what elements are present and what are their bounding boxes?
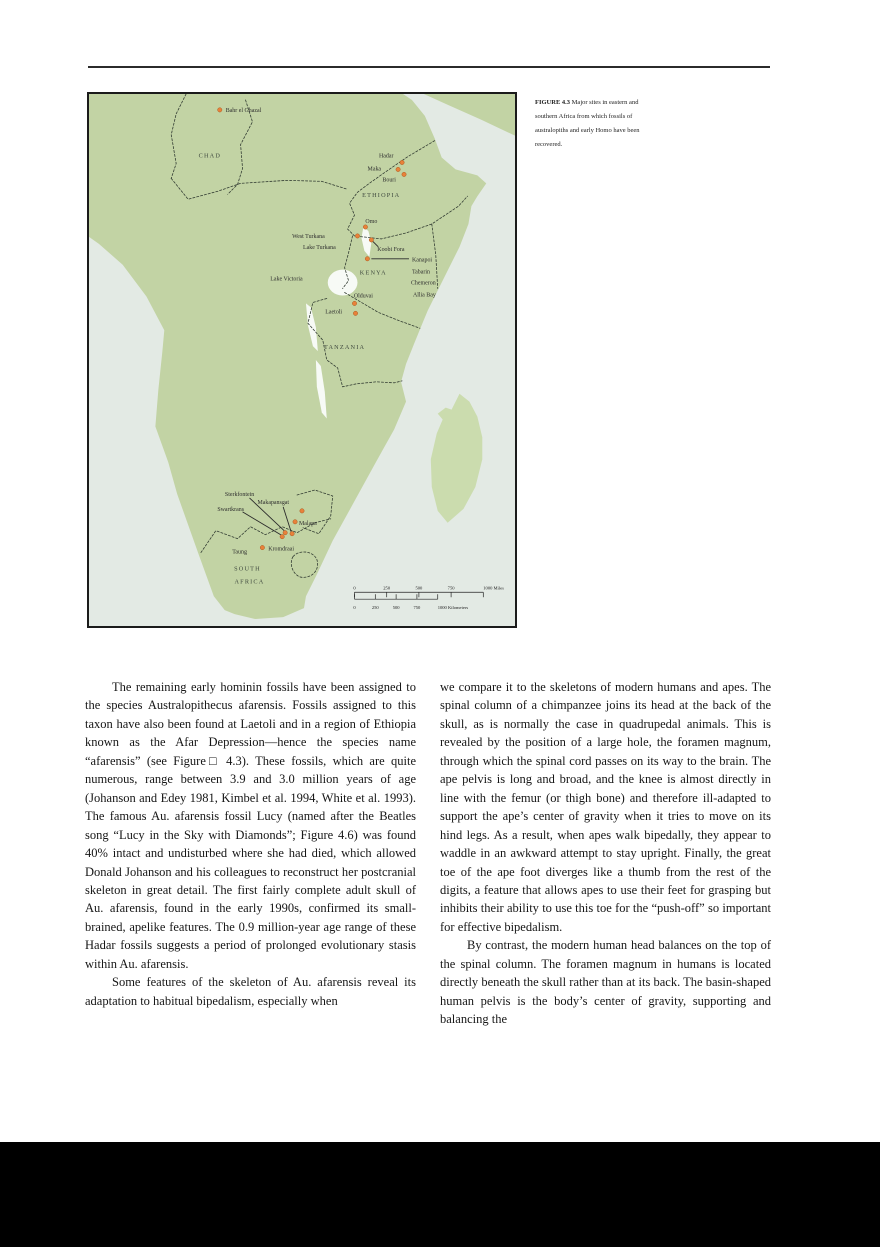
scale-bar xyxy=(353,585,504,597)
site-label: Omo xyxy=(365,219,378,226)
body-paragraph: we compare it to the skeletons of modern humans and apes. The spinal column of a chimpanzee joins its head at the back of the skull, as is normally the case in quadrupedal animals. This is revealed by the position of a large hole, the foramen magnum, through which the spinal cord passes on its way to the brain. The ape pelvis is long and broad, and the knee is almost directly in line with the femur (or thigh bone) and therefore ill-adapted to support the ape’s center of gravity when it tries to move on its hind legs. As a result, when apes walk bipedally, they appear to waddle in an awkward attempt to stay upright. Finally, the great toe of the ape foot diverges like a thumb from the rest of the digits, a feature that allows apes to use their feet for grasping but inhibits their ability to use this toe for the “push-off” so important for effective bipedalism. xyxy=(440,680,771,934)
map-site xyxy=(270,277,303,283)
site-label: West Turkana xyxy=(292,233,325,240)
country-label: KENYA xyxy=(359,269,387,277)
site-dot xyxy=(293,520,297,524)
site-dot xyxy=(290,532,294,536)
map-site xyxy=(368,166,382,172)
scale-label: 500 xyxy=(392,605,400,611)
map-site xyxy=(413,292,436,298)
site-dot xyxy=(355,234,359,238)
country-label: SOUTH xyxy=(234,565,261,573)
arabia-landmass xyxy=(424,94,515,136)
country-label: CHAD xyxy=(198,152,222,160)
map-site xyxy=(325,309,342,315)
article-column-right xyxy=(440,678,771,1029)
site-dot xyxy=(363,225,367,229)
scale-label: 750 xyxy=(413,605,421,611)
scale-label: 0 xyxy=(353,585,356,591)
scale-label: 750 xyxy=(447,585,455,591)
site-label: Kromdraai xyxy=(268,546,295,553)
site-label: Olduvai xyxy=(353,293,373,300)
map-site xyxy=(411,281,436,287)
site-dot xyxy=(369,238,373,242)
site-dot xyxy=(283,531,287,535)
body-paragraph: By contrast, the modern human head balances on the top of the spinal column. The foramen magnum in humans is located directly beneath the skull rather than at its back. The basin-shaped human pelvis is the body’s center of gravity, supporting and balancing the xyxy=(440,938,771,1027)
site-dot xyxy=(218,108,222,112)
scale-label: 250 xyxy=(383,585,391,591)
site-dot xyxy=(365,257,369,261)
figure-map xyxy=(87,92,517,628)
site-label: Lake Victoria xyxy=(270,276,303,283)
site-dot xyxy=(300,509,304,513)
scale-label: 500 xyxy=(415,585,423,591)
site-label: Kanapoi xyxy=(411,257,433,264)
site-label: Laetoli xyxy=(325,309,343,316)
country-label: ETHIOPIA xyxy=(362,192,401,200)
site-label: Koobi Fora xyxy=(377,246,405,253)
map-site xyxy=(382,177,396,183)
scan-black-band xyxy=(0,1142,880,1247)
site-label: Allia Bay xyxy=(412,292,436,299)
site-label: Malapa xyxy=(299,520,317,527)
site-dot xyxy=(400,160,404,164)
page-top-rule xyxy=(88,66,770,68)
site-label: Bouri xyxy=(382,177,396,184)
body-paragraph: The remaining early hominin fossils have been assigned to the species Australopithecus afarensis. Fossils assigned to this taxon have also been found at Laetoli and in a region of Ethiopia known as the Afar Depression—hence the species name “afarensis” (see Figure□ 4.3). These fossils, which are quite numerous, range between 3.9 and 3.0 million years of age (Johanson and Edey 1981, Kimbel et al. 1994, White et al. 1993). The famous Au. afarensis fossil Lucy (named after the Beatles song “Lucy in the Sky with Diamonds”; Figure 4.6) was found 40% intact and undisturbed where she had died, which allowed Donald Johanson and his colleagues to reconstruct her postcranial skeleton in great detail. The first fairly complete adult skull of Au. afarensis, found in the early 1990s, confirmed its small-brained, apelike features. The 0.9 million-year age range of these Hadar fossils suggests a period of prolonged evolutionary stasis within Au. afarensis. xyxy=(85,680,416,971)
site-dot xyxy=(353,311,357,315)
site-label: Chemeron xyxy=(410,280,436,287)
map-site xyxy=(303,245,336,251)
scale-label: 0 xyxy=(353,605,356,611)
africa-landmass xyxy=(89,94,486,619)
article-column-left xyxy=(85,678,416,1010)
map-site xyxy=(232,550,247,556)
figure-caption-label: FIGURE 4.3 xyxy=(535,99,571,106)
site-dot xyxy=(280,534,284,538)
site-dot xyxy=(352,301,356,305)
site-label: Maka xyxy=(367,166,382,173)
site-dot xyxy=(402,172,406,176)
figure-caption-text: Major sites in eastern and southern Africa from which fossils of australopiths and early Homo have been recovered. xyxy=(535,99,640,148)
madagascar-island xyxy=(431,394,483,523)
site-label: Tabarin xyxy=(411,269,431,276)
scale-label: 1000 Kilometers xyxy=(437,605,469,611)
site-label: Lake Turkana xyxy=(302,244,336,251)
country-label: TANZANIA xyxy=(324,344,366,352)
scale-label: 1000 Miles xyxy=(483,585,504,591)
body-paragraph: Some features of the skeleton of Au. afarensis reveal its adaptation to habitual bipedalism, especially when xyxy=(85,975,416,1008)
figure-caption xyxy=(535,96,659,152)
site-label: Hadar xyxy=(378,153,394,160)
lake-victoria xyxy=(328,270,358,296)
site-label: Swartkrans xyxy=(217,506,245,513)
country-label: AFRICA xyxy=(234,578,265,586)
map-site xyxy=(412,270,430,276)
site-label: Makapansgat xyxy=(257,499,290,506)
site-label: Bahr el Ghazal xyxy=(225,107,262,114)
africa-map xyxy=(89,94,515,626)
site-dot xyxy=(396,167,400,171)
scale-label: 250 xyxy=(371,605,379,611)
site-label: Sterkfontein xyxy=(224,491,255,498)
site-label: Taung xyxy=(232,549,247,556)
site-dot xyxy=(260,545,264,549)
